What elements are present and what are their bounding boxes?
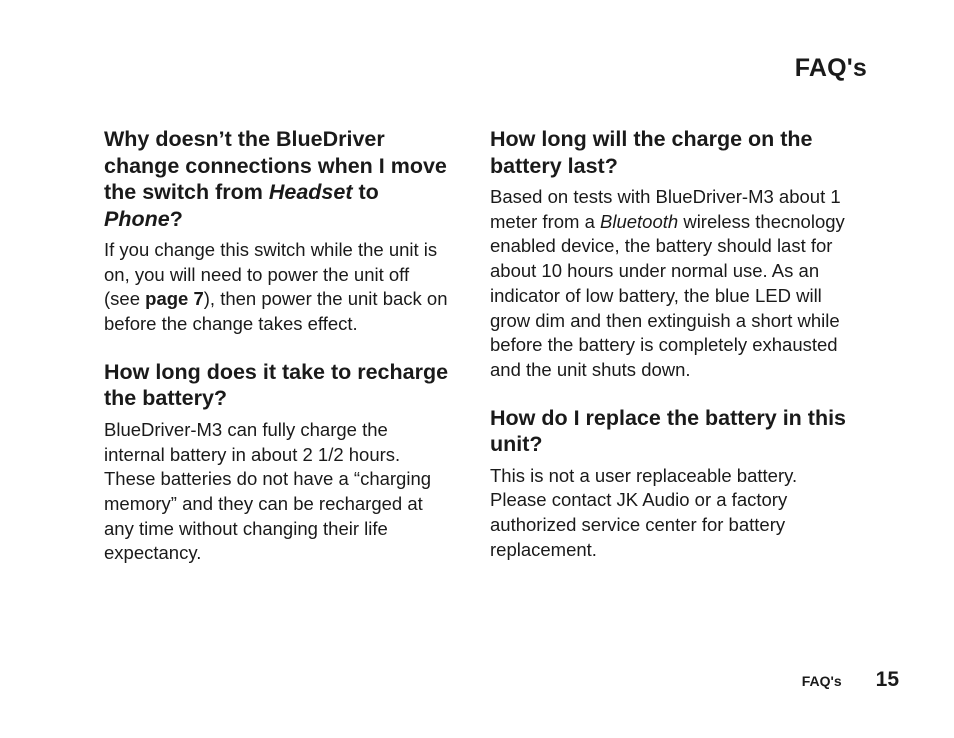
faq-answer: This is not a user replaceable battery. Please contact JK Audio or a factory authorized service center for battery replacement. [490, 464, 798, 560]
question-emphasis-headset: Headset [268, 180, 353, 204]
faq-question [104, 126, 449, 232]
faq-item-recharge [104, 359, 449, 566]
answer-text: If you change this switch while the unit is on, you will need to power the unit off (see [104, 239, 438, 310]
faq-answer [104, 238, 449, 337]
footer-section-label: FAQ's [801, 673, 842, 689]
page-title: FAQ's [794, 54, 867, 82]
faq-answer: BlueDriver-M3 can fully charge the internal battery in about 2 1/2 hours. These batteries do not have a “charging memory” and they can be recharged at any time without changing their life expectancy. [104, 418, 432, 564]
page-footer [802, 668, 899, 692]
faq-item-switch [104, 126, 449, 337]
question-emphasis-phone: Phone [104, 206, 170, 231]
right-column [490, 126, 850, 584]
answer-emphasis-bluetooth: Bluetooth [600, 210, 679, 232]
answer-text: Based on tests with BlueDriver-M3 about 1 meter from a [490, 186, 841, 232]
faq-question: How do I replace the battery in this unit? [490, 405, 847, 457]
answer-text: wireless thecnology enabled device, the battery should last for about 10 hours under normal use. As an indicator of low battery, the blue LED will grow dim and then extinguish a short while before the battery is completely exhausted and the unit shuts down. [490, 210, 845, 380]
faq-question: How long does it take to recharge the battery? [104, 359, 449, 411]
left-column [104, 126, 449, 588]
page-number: 15 [875, 668, 899, 691]
question-text: Why doesn’t the BlueDriver change connections when I move the switch from [104, 127, 447, 204]
answer-text: ), then power the unit back on before the change takes effect. [104, 288, 448, 335]
question-text: ? [169, 206, 183, 231]
faq-item-charge-duration [490, 126, 850, 383]
faq-item-replace-battery [490, 405, 850, 563]
faq-question: How long will the charge on the battery last? [490, 127, 813, 178]
faq-answer [490, 185, 850, 383]
question-text: to [352, 180, 379, 204]
page-reference: page 7 [145, 288, 204, 310]
